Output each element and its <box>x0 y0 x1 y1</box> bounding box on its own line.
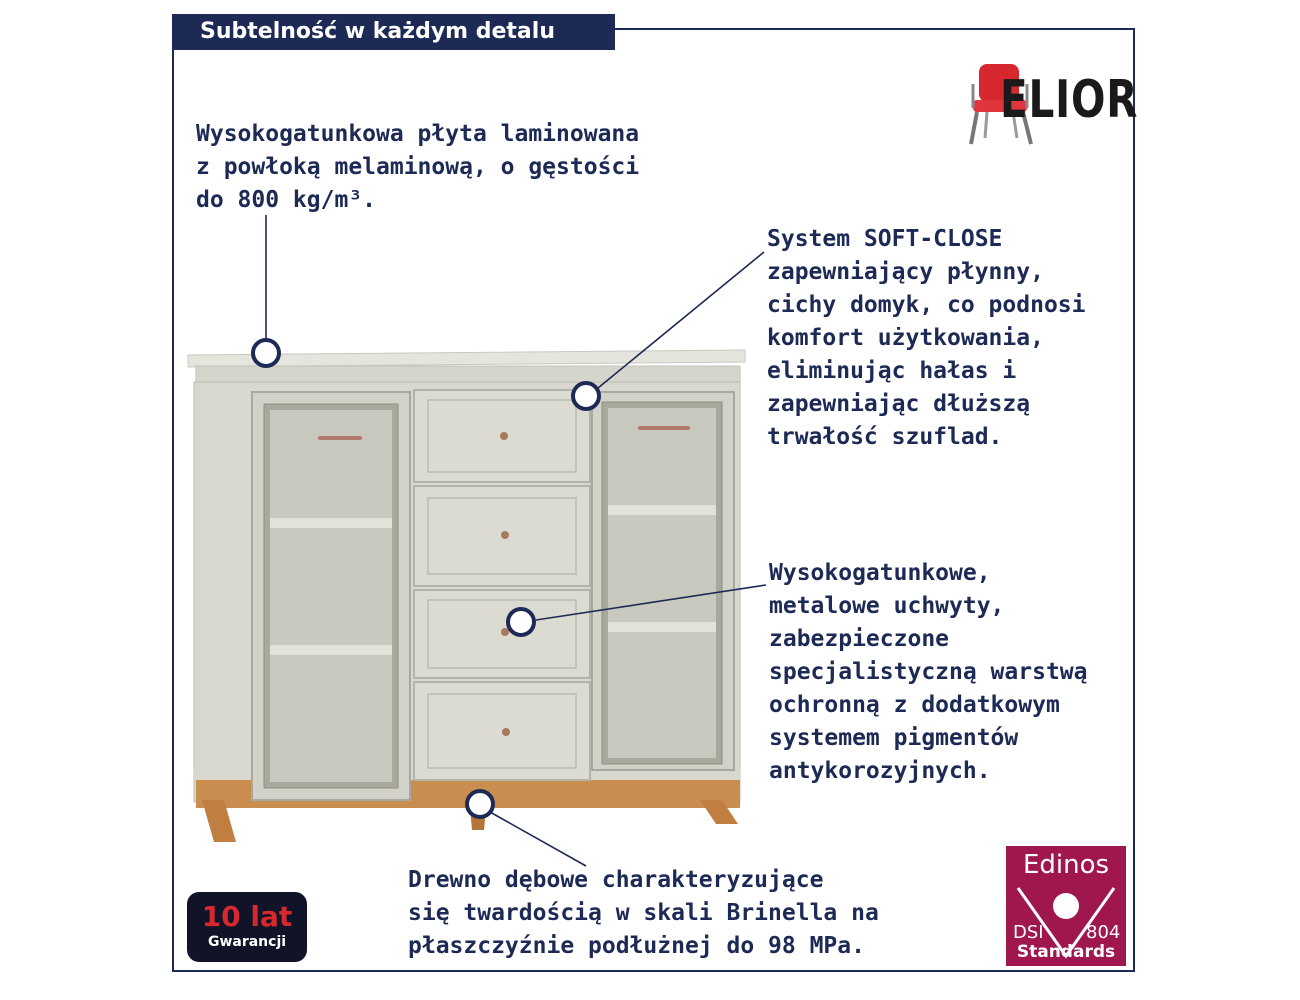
callout-marker-wood <box>467 791 493 817</box>
certificate-left: DSI <box>1013 922 1044 943</box>
warranty-label: Gwarancji <box>207 934 287 950</box>
callout-marker-board <box>253 340 279 366</box>
callout-marker-softclose <box>573 383 599 409</box>
certificate-badge <box>1006 846 1126 966</box>
certificate-top: Edinos <box>1022 850 1110 880</box>
brand-name: ELIOR <box>1000 70 1139 130</box>
section-title: Subtelność w każdym detalu <box>172 14 615 50</box>
warranty-years: 10 lat <box>201 900 293 933</box>
callout-wood-text: Drewno dębowe charakteryzujące się twardością w skali Brinella na płaszczyźnie podłużnej do 98 MPa. <box>408 867 879 959</box>
warranty-badge <box>187 892 307 962</box>
certificate-bottom: Standards <box>1016 942 1116 962</box>
callout-softclose-text: System SOFT-CLOSE zapewniający płynny, cichy domyk, co podnosi komfort użytkowania, eliminując hałas i zapewniając dłuższą trwałość szuflad. <box>767 226 1086 450</box>
callout-handles-text: Wysokogatunkowe, metalowe uchwyty, zabezpieczone specjalistyczną warstwą ochronną z dodatkowym systemem pigmentów antykorozyjnych. <box>769 560 1088 784</box>
certificate-right: 804 <box>1086 922 1121 943</box>
callout-marker-handles <box>508 609 534 635</box>
callout-board-text: Wysokogatunkowa płyta laminowana z powłoką melaminową, o gęstości do 800 kg/m³. <box>196 121 640 213</box>
